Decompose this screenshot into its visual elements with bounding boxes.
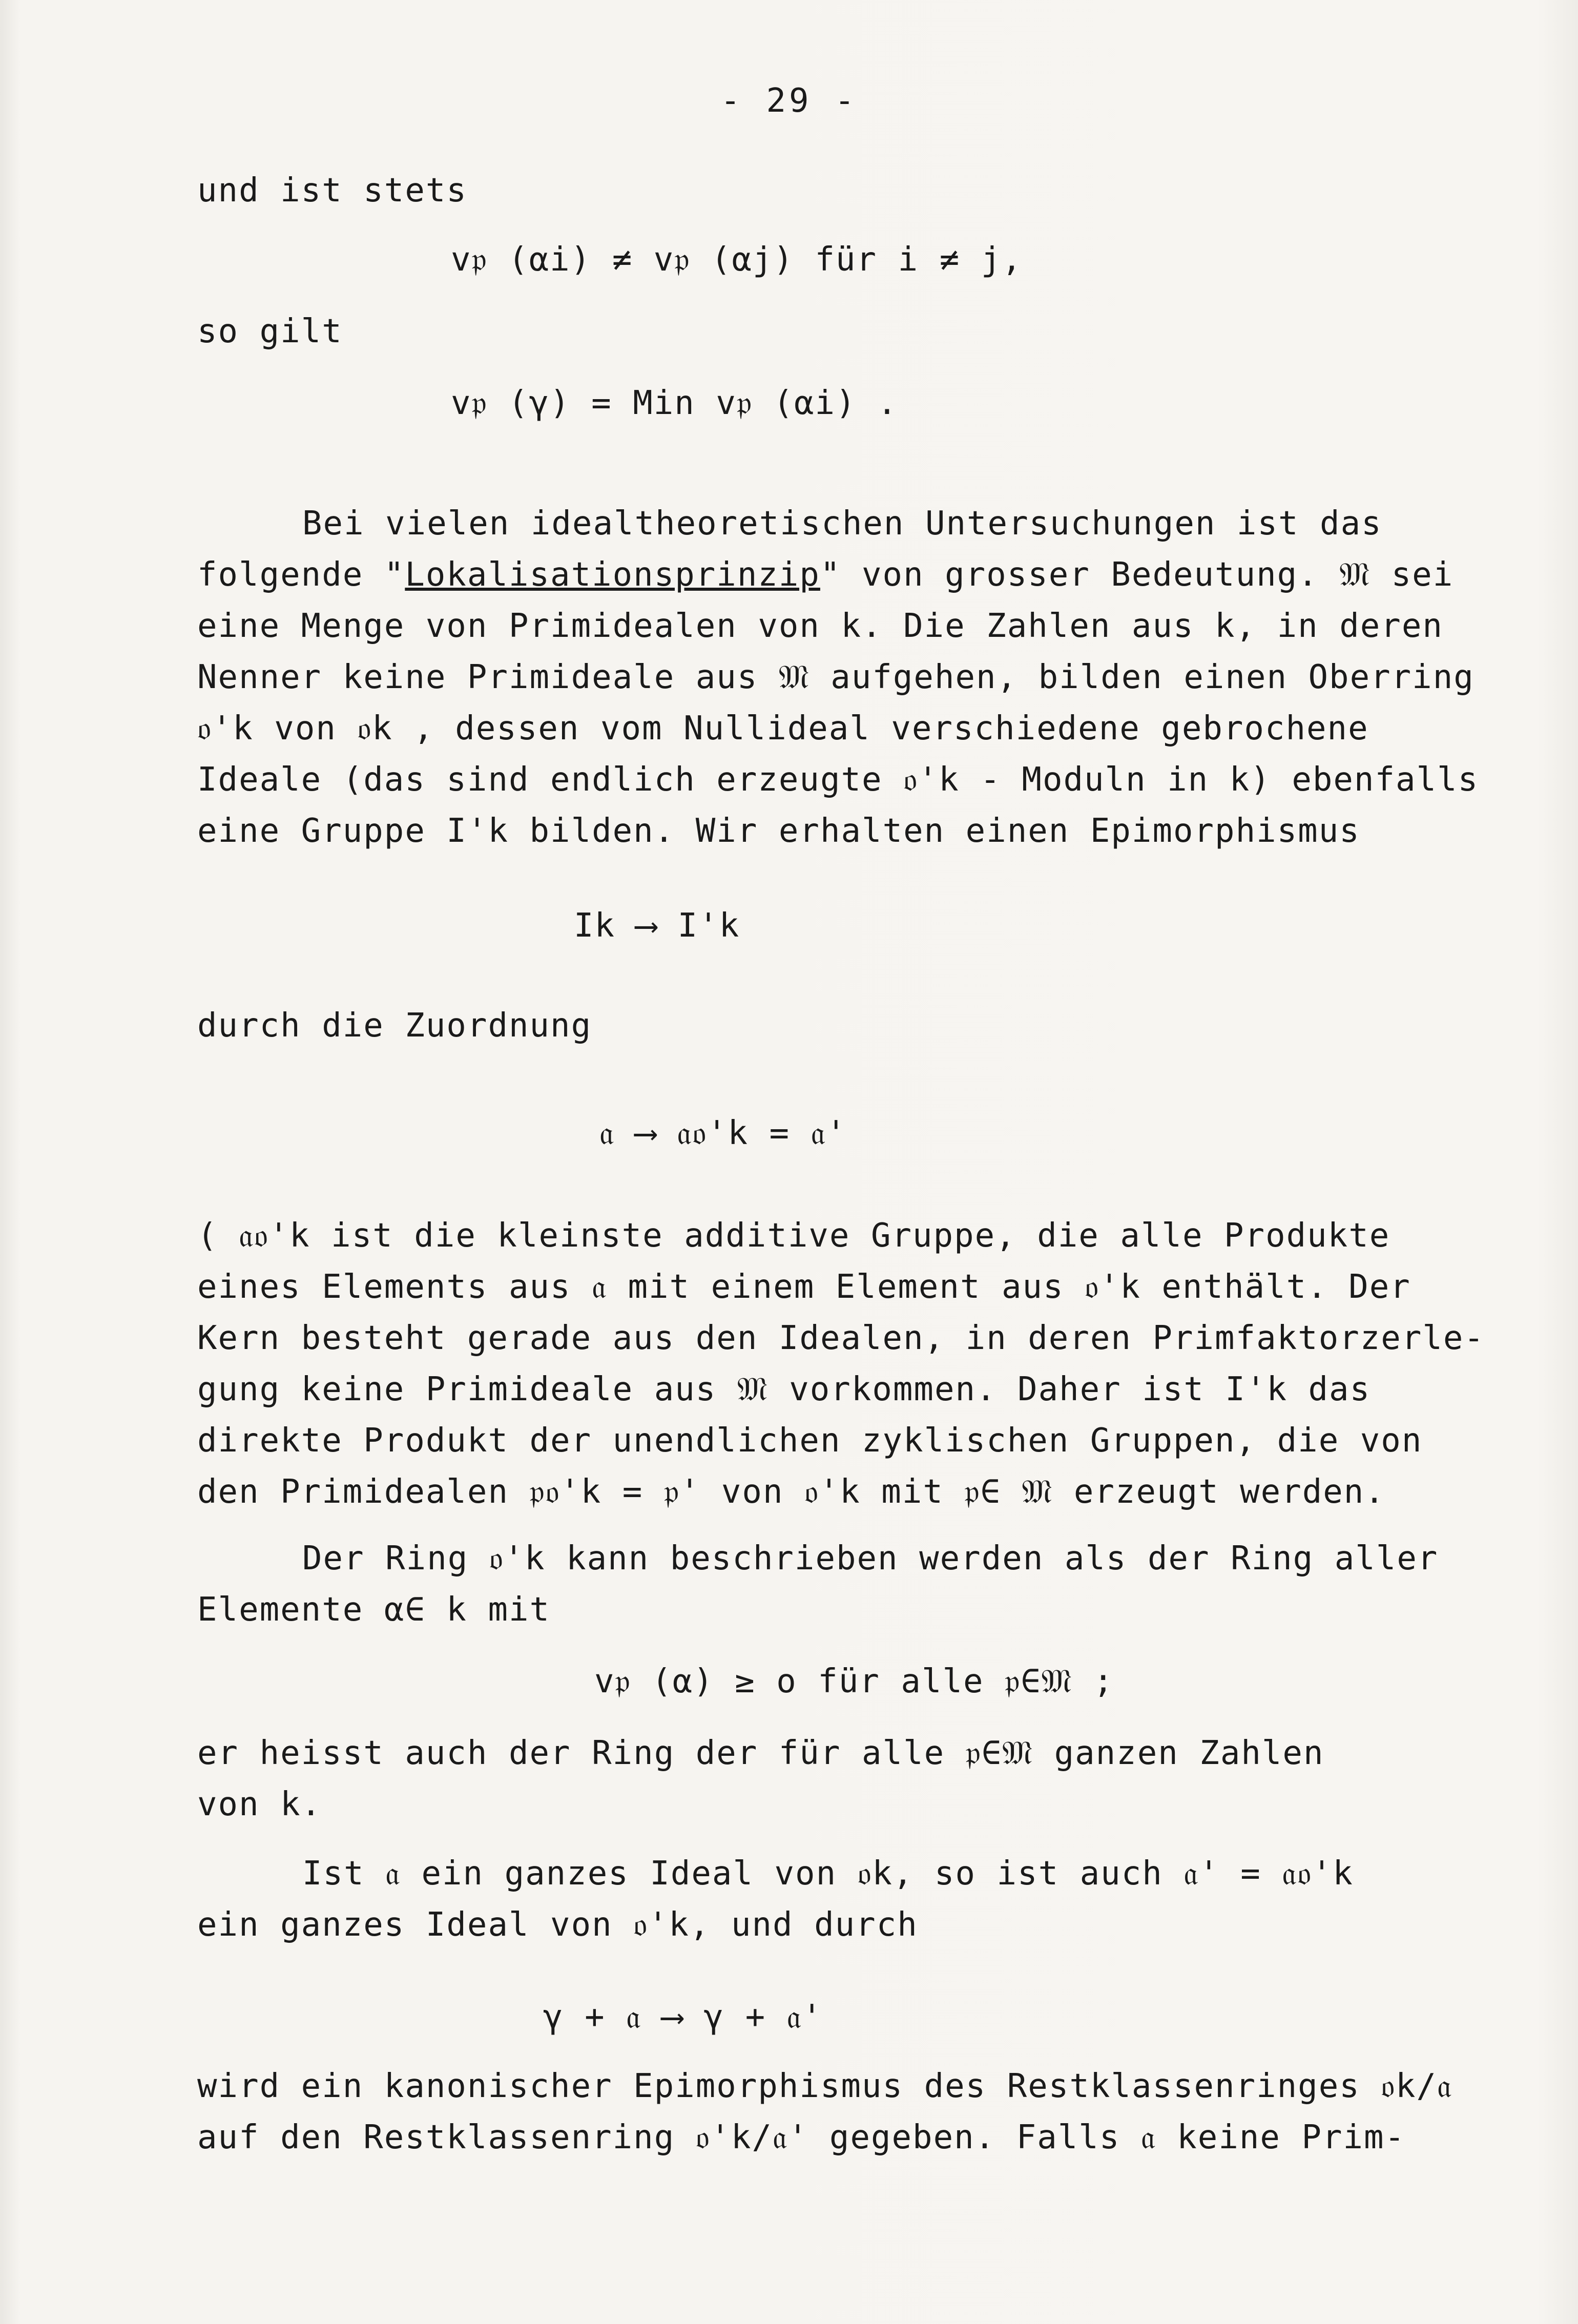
formula: γ + 𝔞 ⟶ γ + 𝔞': [543, 1998, 823, 2036]
text-line: auf den Restklassenring 𝔬'k/𝔞' gegeben. Falls 𝔞 keine Prim-: [197, 2119, 1406, 2156]
text-line: eine Gruppe I'k bilden. Wir erhalten einen Epimorphismus: [197, 812, 1360, 850]
formula: v𝔭 (α) ≥ o für alle 𝔭∈𝔐 ;: [594, 1663, 1114, 1700]
text-line: und ist stets: [197, 172, 467, 210]
text-line: eines Elements aus 𝔞 mit einem Element aus 𝔬'k enthält. Der: [197, 1268, 1411, 1306]
text-line: [197, 556, 1454, 594]
text-line: den Primidealen 𝔭𝔬'k = 𝔭' von 𝔬'k mit 𝔭∈ 𝔐 erzeugt werden.: [197, 1473, 1385, 1511]
text-line: von k.: [197, 1786, 322, 1823]
formula: 𝔞 ⟶ 𝔞𝔬'k = 𝔞': [599, 1114, 847, 1152]
text-line: Kern besteht gerade aus den Idealen, in deren Primfaktorzerle-: [197, 1319, 1485, 1357]
text-segment: " von grosser Bedeutung. 𝔐 sei: [820, 556, 1454, 594]
text-line: er heisst auch der Ring der für alle 𝔭∈𝔐 ganzen Zahlen: [197, 1734, 1324, 1772]
text-line: Ist 𝔞 ein ganzes Ideal von 𝔬k, so ist auch 𝔞' = 𝔞𝔬'k: [302, 1855, 1354, 1893]
text-line: ( 𝔞𝔬'k ist die kleinste additive Gruppe, die alle Produkte: [197, 1217, 1390, 1255]
formula: v𝔭 (γ) = Min v𝔭 (αi) .: [451, 384, 898, 422]
text-line: gung keine Primideale aus 𝔐 vorkommen. Daher ist I'k das: [197, 1371, 1371, 1408]
formula: Ik ⟶ I'k: [574, 907, 740, 945]
text-line: Bei vielen idealtheoretischen Untersuchungen ist das: [302, 505, 1382, 543]
text-line: Ideale (das sind endlich erzeugte 𝔬'k - Moduln in k) ebenfalls: [197, 761, 1479, 799]
text-line: so gilt: [197, 313, 343, 350]
text-line: eine Menge von Primidealen von k. Die Zahlen aus k, in deren: [197, 607, 1443, 645]
page-number: - 29 -: [720, 82, 858, 120]
text-line: durch die Zuordnung: [197, 1007, 592, 1045]
text-line: Der Ring 𝔬'k kann beschrieben werden als der Ring aller: [302, 1540, 1439, 1578]
text-line: direkte Produkt der unendlichen zyklischen Gruppen, die von: [197, 1422, 1423, 1460]
text-segment: folgende ": [197, 556, 405, 594]
text-line: ein ganzes Ideal von 𝔬'k, und durch: [197, 1906, 918, 1944]
text-line: Elemente α∈ k mit: [197, 1591, 551, 1629]
text-line: 𝔬'k von 𝔬k , dessen vom Nullideal verschiedene gebrochene: [197, 710, 1369, 748]
formula: v𝔭 (αi) ≠ v𝔭 (αj) für i ≠ j,: [451, 241, 1023, 279]
underlined-term: Lokalisationsprinzip: [405, 556, 820, 594]
text-line: Nenner keine Primideale aus 𝔐 aufgehen, bilden einen Oberring: [197, 658, 1475, 696]
text-line: wird ein kanonischer Epimorphismus des Restklassenringes 𝔬k/𝔞: [197, 2067, 1452, 2105]
